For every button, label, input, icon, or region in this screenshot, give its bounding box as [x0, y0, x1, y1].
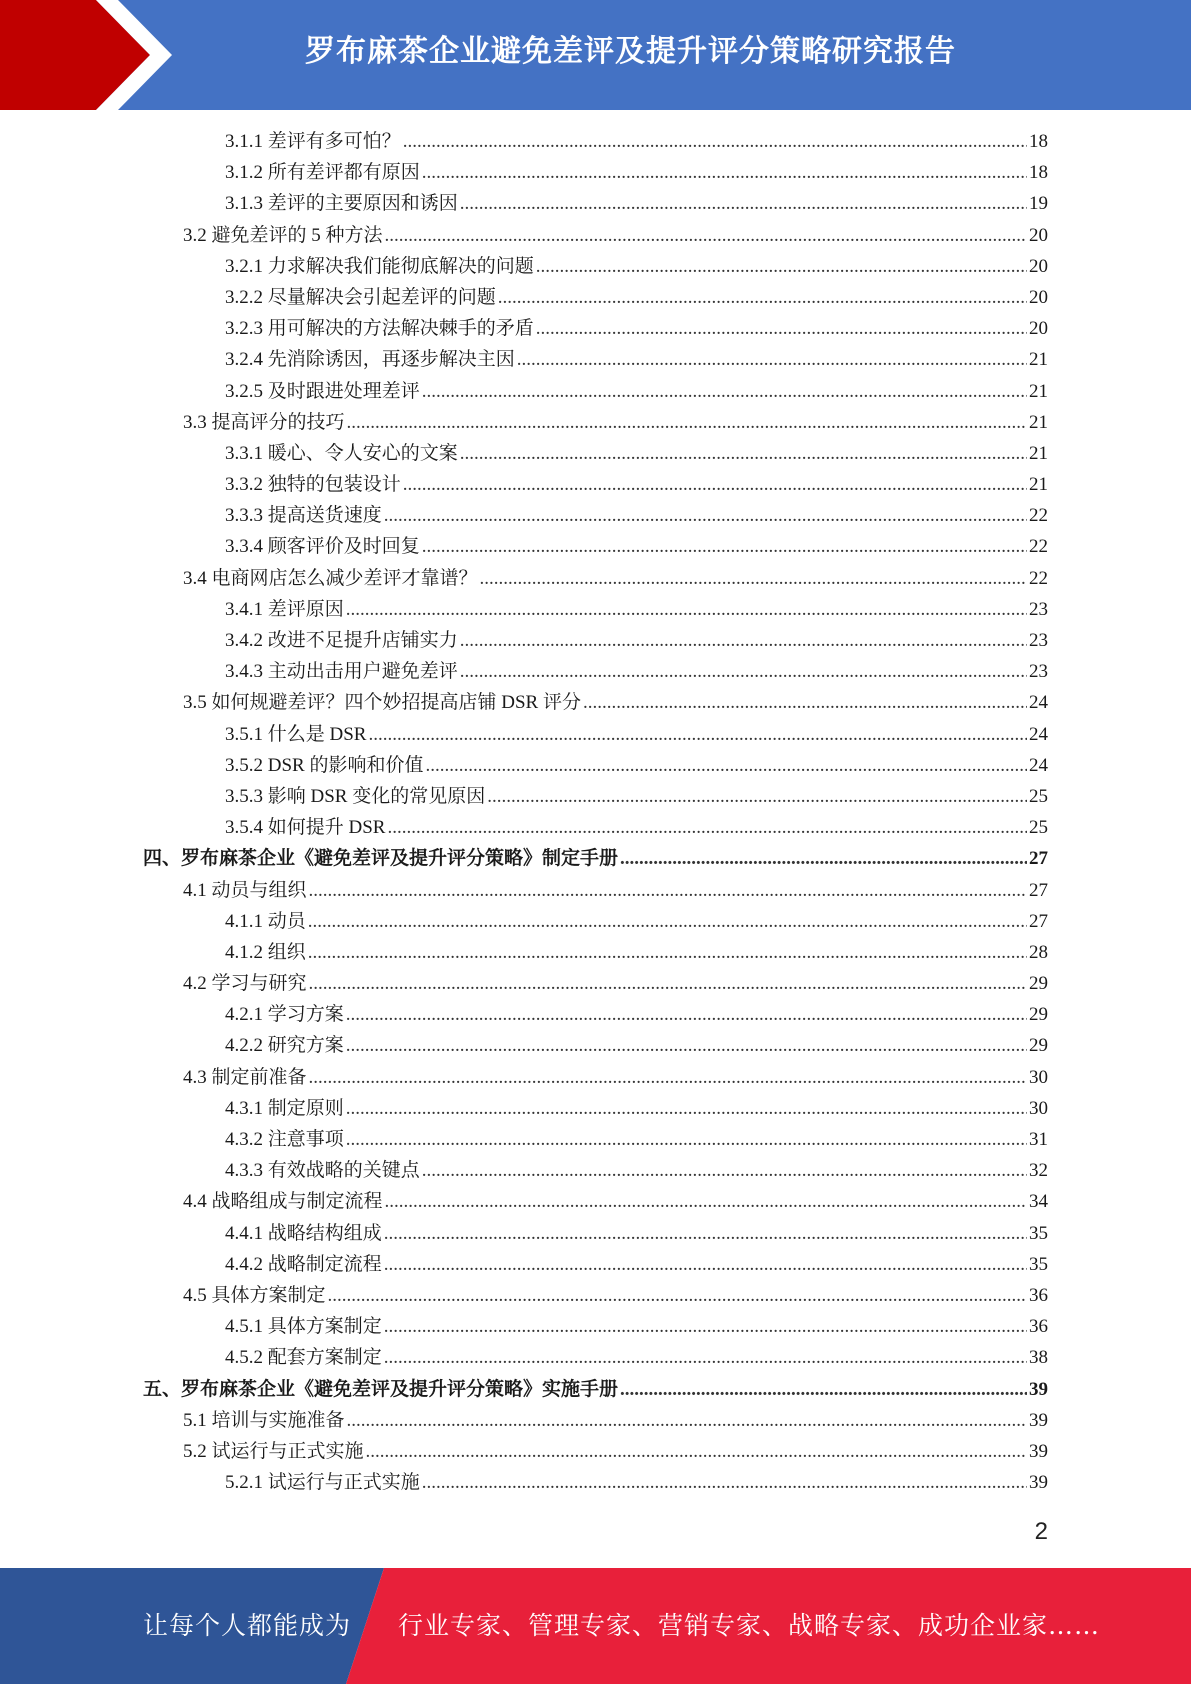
toc-entry-page: 35: [1029, 1253, 1048, 1275]
toc-entry-page: 39: [1029, 1378, 1048, 1400]
toc-entry-page: 24: [1029, 754, 1048, 776]
toc-entry[interactable]: [0, 812, 1191, 843]
toc-dot-leader: [385, 220, 1027, 251]
toc-entry-title: 3.3.2 独特的包装设计: [225, 474, 401, 496]
toc-entry-page: 22: [1029, 536, 1048, 558]
toc-dot-leader: [480, 563, 1027, 594]
toc-entry[interactable]: [0, 1280, 1191, 1311]
toc-entry-page: 27: [1029, 879, 1048, 901]
toc-entry[interactable]: [0, 843, 1191, 874]
toc-entry-title: 3.2 避免差评的 5 种方法: [183, 224, 383, 246]
toc-entry-page: 22: [1029, 505, 1048, 527]
toc-dot-leader: [620, 843, 1027, 874]
toc-entry[interactable]: [0, 1062, 1191, 1093]
toc-entry[interactable]: [0, 656, 1191, 687]
toc-entry[interactable]: [0, 438, 1191, 469]
toc-dot-leader: [346, 594, 1027, 625]
toc-entry-page: 27: [1029, 910, 1048, 932]
toc-entry-page: 21: [1029, 349, 1048, 371]
toc-entry-title: 3.4.3 主动出击用户避免差评: [225, 661, 458, 683]
toc-entry-title: 3.2.1 力求解决我们能彻底解决的问题: [225, 255, 534, 277]
toc-entry-title: 3.2.4 先消除诱因，再逐步解决主因: [225, 349, 515, 371]
toc-dot-leader: [347, 407, 1027, 438]
toc-entry-title: 3.4.1 差评原因: [225, 598, 344, 620]
toc-entry-title: 5.1 培训与实施准备: [183, 1409, 345, 1431]
toc-entry[interactable]: [0, 1186, 1191, 1217]
toc-entry[interactable]: [0, 313, 1191, 344]
toc-dot-leader: [536, 251, 1027, 282]
toc-entry[interactable]: [0, 968, 1191, 999]
toc-entry-title: 4.1.2 组织: [225, 941, 306, 963]
toc-entry[interactable]: [0, 750, 1191, 781]
toc-entry-title: 3.1.2 所有差评都有原因: [225, 162, 420, 184]
toc-entry-title: 3.2.5 及时跟进处理差评: [225, 380, 420, 402]
toc-entry[interactable]: [0, 1030, 1191, 1061]
toc-entry[interactable]: [0, 220, 1191, 251]
toc-entry-title: 4.5 具体方案制定: [183, 1284, 326, 1306]
toc-entry-title: 4.5.1 具体方案制定: [225, 1316, 382, 1338]
page-header: [0, 0, 1191, 110]
toc-entry[interactable]: [0, 1093, 1191, 1124]
toc-entry-title: 3.3.3 提高送货速度: [225, 505, 382, 527]
toc-entry[interactable]: [0, 188, 1191, 219]
toc-entry-page: 21: [1029, 411, 1048, 433]
toc-entry-page: 24: [1029, 692, 1048, 714]
toc-entry-title: 3.2.3 用可解决的方法解决棘手的矛盾: [225, 318, 534, 340]
toc-entry-title: 四、罗布麻茶企业《避免差评及提升评分策略》制定手册: [143, 848, 619, 870]
toc-entry[interactable]: [0, 1467, 1191, 1498]
toc-dot-leader: [422, 157, 1027, 188]
toc-entry[interactable]: [0, 407, 1191, 438]
toc-entry-title: 3.4 电商网店怎么减少差评才靠谱？: [183, 567, 478, 589]
toc-entry[interactable]: [0, 875, 1191, 906]
toc-entry-title: 3.5.3 影响 DSR 变化的常见原因: [225, 785, 486, 807]
toc-dot-leader: [309, 1062, 1027, 1093]
toc-entry-title: 4.5.2 配套方案制定: [225, 1347, 382, 1369]
toc-entry-title: 3.2.2 尽量解决会引起差评的问题: [225, 286, 496, 308]
toc-entry[interactable]: [0, 999, 1191, 1030]
toc-entry-page: 29: [1029, 973, 1048, 995]
toc-dot-leader: [384, 1342, 1027, 1373]
toc-entry-title: 3.5.2 DSR 的影响和价值: [225, 754, 424, 776]
toc-dot-leader: [460, 438, 1027, 469]
toc-dot-leader: [422, 531, 1027, 562]
toc-entry-title: 4.3 制定前准备: [183, 1066, 307, 1088]
toc-entry[interactable]: [0, 594, 1191, 625]
toc-dot-leader: [346, 1124, 1027, 1155]
toc-entry[interactable]: [0, 687, 1191, 718]
toc-entry-title: 五、罗布麻茶企业《避免差评及提升评分策略》实施手册: [143, 1378, 619, 1400]
toc-dot-leader: [422, 1155, 1027, 1186]
toc-entry-title: 4.1 动员与组织: [183, 879, 307, 901]
toc-entry-page: 20: [1029, 286, 1048, 308]
toc-entry[interactable]: [0, 625, 1191, 656]
toc-entry-page: 32: [1029, 1160, 1048, 1182]
toc-entry-page: 39: [1029, 1440, 1048, 1462]
toc-entry[interactable]: [0, 1155, 1191, 1186]
document-title: 罗布麻茶企业避免差评及提升评分策略研究报告: [305, 34, 956, 69]
toc-entry-page: 30: [1029, 1066, 1048, 1088]
toc-dot-leader: [498, 282, 1027, 313]
toc-entry-page: 27: [1029, 848, 1048, 870]
toc-entry[interactable]: [0, 376, 1191, 407]
toc-entry-page: 19: [1029, 193, 1048, 215]
toc-dot-leader: [487, 781, 1027, 812]
toc-entry-page: 25: [1029, 817, 1048, 839]
toc-entry-title: 5.2 试运行与正式实施: [183, 1440, 364, 1462]
toc-entry[interactable]: [0, 1405, 1191, 1436]
toc-entry-title: 4.2 学习与研究: [183, 973, 307, 995]
toc-entry-page: 31: [1029, 1129, 1048, 1150]
toc-dot-leader: [366, 1436, 1027, 1467]
toc-entry-title: 4.4 战略组成与制定流程: [183, 1191, 383, 1213]
toc-entry[interactable]: [0, 563, 1191, 594]
footer-slogan-right: 行业专家、管理专家、营销专家、战略专家、成功企业家……: [398, 1611, 1101, 1640]
toc-entry-page: 20: [1029, 318, 1048, 340]
toc-entry-page: 25: [1029, 785, 1048, 807]
toc-entry-title: 4.2.1 学习方案: [225, 1004, 344, 1026]
toc-entry[interactable]: [0, 719, 1191, 750]
toc-dot-leader: [403, 469, 1027, 500]
toc-dot-leader: [425, 750, 1027, 781]
toc-dot-leader: [385, 1186, 1027, 1217]
toc-entry[interactable]: [0, 126, 1191, 157]
toc-entry[interactable]: [0, 500, 1191, 531]
toc-dot-leader: [346, 999, 1027, 1030]
toc-entry[interactable]: [0, 531, 1191, 562]
toc-entry-page: 20: [1029, 224, 1048, 246]
toc-entry-page: 18: [1029, 162, 1048, 184]
toc-dot-leader: [309, 968, 1027, 999]
toc-dot-leader: [422, 376, 1027, 407]
toc-entry-title: 3.5.4 如何提升 DSR: [225, 817, 386, 839]
toc-dot-leader: [403, 126, 1027, 157]
toc-entry-title: 3.4.2 改进不足提升店铺实力: [225, 630, 458, 651]
toc-entry-title: 4.1.1 动员: [225, 910, 306, 932]
toc-entry[interactable]: [0, 906, 1191, 937]
toc-entry-page: 36: [1029, 1284, 1048, 1306]
toc-entry[interactable]: [0, 1249, 1191, 1280]
toc-entry-page: 29: [1029, 1035, 1048, 1057]
toc-entry[interactable]: [0, 157, 1191, 188]
toc-dot-leader: [583, 687, 1027, 718]
toc-entry[interactable]: [0, 1436, 1191, 1467]
toc-entry-page: 36: [1029, 1316, 1048, 1338]
toc-entry-page: 34: [1029, 1191, 1048, 1213]
toc-entry-page: 23: [1029, 630, 1048, 651]
toc-entry[interactable]: [0, 251, 1191, 282]
table-of-contents: [0, 126, 1191, 1498]
toc-entry-title: 5.2.1 试运行与正式实施: [225, 1472, 420, 1494]
toc-entry-page: 30: [1029, 1097, 1048, 1119]
toc-entry-page: 38: [1029, 1347, 1048, 1369]
toc-dot-leader: [308, 937, 1027, 968]
toc-dot-leader: [308, 906, 1027, 937]
toc-entry-page: 23: [1029, 598, 1048, 620]
page-footer: [0, 1568, 1191, 1684]
toc-dot-leader: [422, 1467, 1027, 1498]
toc-dot-leader: [536, 313, 1027, 344]
toc-entry-title: 3.3.4 顾客评价及时回复: [225, 536, 420, 558]
toc-dot-leader: [460, 188, 1027, 219]
toc-entry-page: 21: [1029, 380, 1048, 402]
toc-dot-leader: [387, 812, 1027, 843]
toc-entry[interactable]: [0, 344, 1191, 375]
toc-dot-leader: [368, 719, 1027, 750]
toc-dot-leader: [347, 1405, 1027, 1436]
footer-slogan-left: 让每个人都能成为: [143, 1611, 352, 1640]
toc-entry-page: 39: [1029, 1472, 1048, 1494]
toc-entry-page: 20: [1029, 255, 1048, 277]
toc-entry[interactable]: [0, 1218, 1191, 1249]
toc-entry-title: 3.1.1 差评有多可怕？: [225, 131, 401, 152]
toc-entry-page: 35: [1029, 1222, 1048, 1244]
toc-entry-title: 4.2.2 研究方案: [225, 1035, 344, 1057]
toc-entry[interactable]: [0, 1374, 1191, 1405]
page-number: 2: [1034, 1518, 1048, 1545]
toc-dot-leader: [460, 625, 1027, 656]
toc-dot-leader: [384, 1311, 1027, 1342]
toc-dot-leader: [309, 875, 1027, 906]
toc-entry-title: 3.1.3 差评的主要原因和诱因: [225, 193, 458, 215]
toc-entry-page: 29: [1029, 1004, 1048, 1026]
toc-entry-title: 3.5 如何规避差评？四个妙招提高店铺 DSR 评分: [183, 692, 581, 714]
toc-entry-page: 28: [1029, 941, 1048, 963]
toc-entry[interactable]: [0, 1311, 1191, 1342]
toc-entry-title: 4.3.1 制定原则: [225, 1097, 344, 1119]
toc-dot-leader: [346, 1093, 1027, 1124]
toc-entry[interactable]: [0, 781, 1191, 812]
toc-entry[interactable]: [0, 937, 1191, 968]
toc-dot-leader: [620, 1374, 1027, 1405]
toc-entry-page: 22: [1029, 567, 1048, 589]
toc-dot-leader: [384, 1249, 1027, 1280]
toc-entry-title: 3.3.1 暖心、令人安心的文案: [225, 442, 458, 464]
toc-dot-leader: [346, 1030, 1027, 1061]
toc-entry-title: 3.3 提高评分的技巧: [183, 411, 345, 433]
toc-entry-page: 21: [1029, 474, 1048, 496]
toc-dot-leader: [384, 1218, 1027, 1249]
toc-dot-leader: [328, 1280, 1027, 1311]
toc-dot-leader: [517, 344, 1027, 375]
toc-entry-page: 39: [1029, 1409, 1048, 1431]
toc-entry-page: 24: [1029, 723, 1048, 745]
toc-dot-leader: [384, 500, 1027, 531]
toc-entry-title: 4.4.1 战略结构组成: [225, 1222, 382, 1244]
toc-entry-page: 18: [1029, 131, 1048, 152]
toc-entry[interactable]: [0, 1124, 1191, 1155]
toc-entry[interactable]: [0, 282, 1191, 313]
toc-entry-page: 23: [1029, 661, 1048, 683]
toc-dot-leader: [460, 656, 1027, 687]
toc-entry[interactable]: [0, 1342, 1191, 1373]
toc-entry-title: 4.3.2 注意事项: [225, 1129, 344, 1150]
toc-entry-title: 4.4.2 战略制定流程: [225, 1253, 382, 1275]
toc-entry-page: 21: [1029, 442, 1048, 464]
toc-entry-title: 3.5.1 什么是 DSR: [225, 723, 367, 745]
toc-entry[interactable]: [0, 469, 1191, 500]
toc-entry-title: 4.3.3 有效战略的关键点: [225, 1160, 420, 1182]
